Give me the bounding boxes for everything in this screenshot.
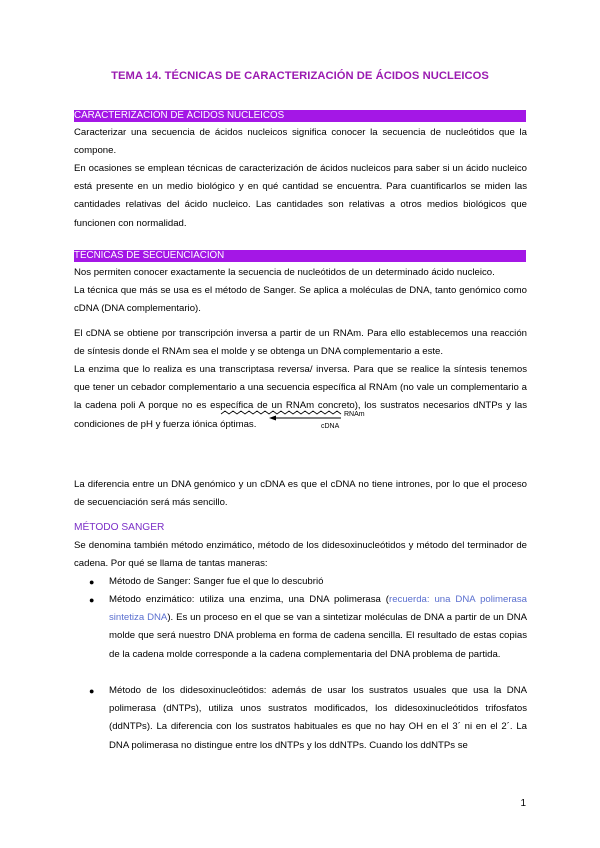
list-item: Método enzimático: utiliza una enzima, una DNA polimerasa (recuerda: una DNA polimerasa sintetiza DNA). Es un proceso en el que se van a sintetizar moléculas de DNA a partir de un DNA molde que será nuestro DNA problema en forma de cadena sencilla. El resultado de estas copias de la cadena molde corresponde a la cadena complementaria del DNA problema de partida.	[109, 594, 527, 660]
page-number: 1	[520, 798, 526, 809]
rna-label: RNAm	[344, 411, 365, 418]
rna-strand	[221, 411, 341, 414]
bullet-icon: ●	[89, 577, 95, 587]
list-item: Método de Sanger: Sanger fue el que lo descubrió	[109, 576, 324, 587]
arrow-head-icon	[269, 416, 276, 421]
subheading-metodo-sanger: MÉTODO SANGER	[74, 522, 165, 533]
paragraph: La enzima que lo realiza es una transcriptasa reversa/ inversa. Para que se realice la síntesis tenemos que tener un cebador complementario a una secuencia específica al RNAm (no vale un complementario a la cadena poli A porque no es específica de un RNAm concreto), los sustratos necesarios dNTPs y las condiciones de pH y fuerza iónica óptimas.	[74, 364, 527, 430]
section-heading-secuenciacion: TÉCNICAS DE SECUENCIACIÓN	[74, 250, 225, 261]
document-title: TEMA 14. TÉCNICAS DE CARACTERIZACIÓN DE ÁCIDOS NUCLEICOS	[111, 70, 489, 82]
list-item: Método de los didesoxinucleótidos: además de usar los sustratos usuales que usa la DNA polimerasa (dNTPs), utiliza unos sustratos modificados, los didesoxinucleótidos trifosfatos (ddNTPs). La diferencia con los sustratos habituales es que no hay OH en el 3´ ni en el 2´. La DNA polimerasa no distingue entre los dNTPs y los ddNTPs. Cuando los ddNTPs se	[109, 685, 527, 751]
paragraph: Caracterizar una secuencia de ácidos nucleicos significa conocer la secuencia de nucleótidos que la compone.	[74, 127, 527, 157]
paragraph: Se denomina también método enzimático, método de los didesoxinucleótidos y método del terminador de cadena. Por qué se llama de tantas maneras:	[74, 540, 527, 570]
bullet-icon: ●	[89, 686, 95, 696]
paragraph: En ocasiones se emplean técnicas de caracterización de ácidos nucleicos para saber si un ácido nucleico está presente en un medio biológico y en qué cantidad se encuentra. Para cuantificarlos se miden las cantidades relativas del ácido nucleico. Las cantidades son relativas a otros medios biológicos que funcionen con normalidad.	[74, 163, 527, 229]
rna-cdna-diagram	[213, 410, 383, 432]
highlight-note: recuerda: una DNA polimerasa sintetiza DNA	[109, 594, 527, 624]
paragraph: La diferencia entre un DNA genómico y un cDNA es que el cDNA no tiene intrones, por lo que el proceso de secuenciación será más sencillo.	[74, 479, 527, 509]
paragraph: El cDNA se obtiene por transcripción inversa a partir de un RNAm. Para ello establecemos una reacción de síntesis donde el RNAm sea el molde y se obtenga un DNA complementario a este.	[74, 328, 527, 358]
bullet-icon: ●	[89, 595, 95, 605]
paragraph: Nos permiten conocer exactamente la secuencia de nucleótidos de un determinado ácido nucleico.	[74, 267, 495, 278]
paragraph: La técnica que más se usa es el método de Sanger. Se aplica a moléculas de DNA, tanto genómico como cDNA (DNA complementario).	[74, 285, 527, 315]
cdna-label: cDNA	[321, 423, 340, 430]
section-heading-caracterizacion: CARACTERIZACIÓN DE ÁCIDOS NUCLEICOS	[74, 110, 285, 121]
